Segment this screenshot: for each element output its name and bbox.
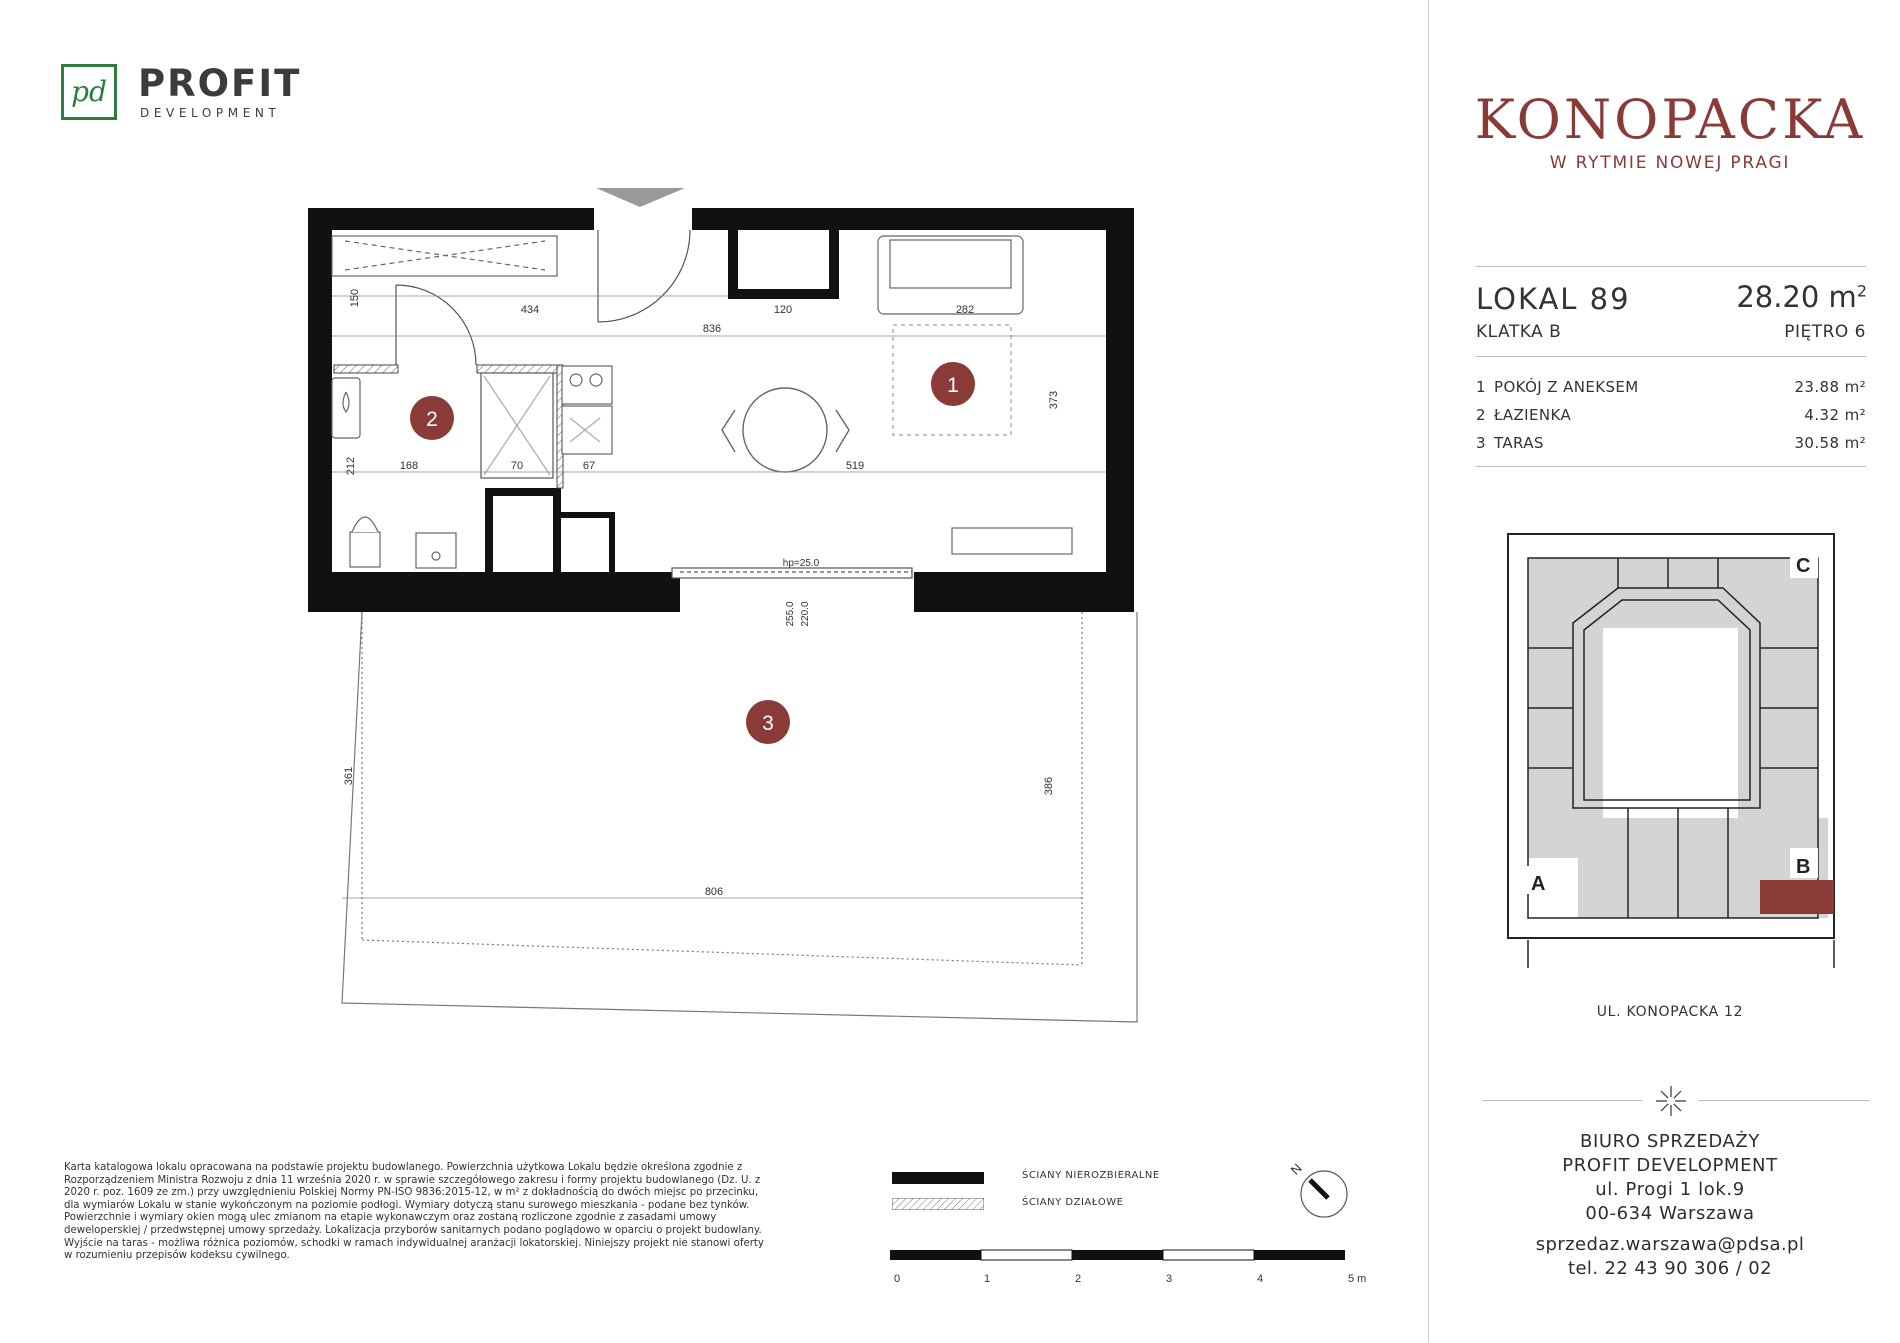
unit-floor: PIĘTRO 6 xyxy=(1784,322,1866,342)
dim-212: 212 xyxy=(345,456,357,476)
dim-373: 373 xyxy=(1048,390,1060,410)
dim-220: 220.0 xyxy=(800,601,811,627)
divider xyxy=(1476,266,1866,267)
ornament-line-left xyxy=(1482,1100,1642,1101)
legend-label-partition: ŚCIANY DZIAŁOWE xyxy=(1022,1197,1124,1208)
dim-836: 836 xyxy=(702,323,722,335)
site-label-c: C xyxy=(1796,555,1811,577)
dim-hp: hp=25.0 xyxy=(782,558,820,569)
room-row: 3 TARAS 30.58 m² xyxy=(1476,434,1866,452)
legend-label-nonremovable: ŚCIANY NIEROZBIERALNE xyxy=(1022,1170,1160,1181)
compass-north-label: N xyxy=(1287,1160,1305,1178)
room-marker-3 xyxy=(746,700,790,744)
room-marker-2 xyxy=(410,396,454,440)
office-line-2: PROFIT DEVELOPMENT xyxy=(1562,1155,1778,1176)
scale-tick-0: 0 xyxy=(894,1273,901,1285)
door-swings xyxy=(396,230,690,365)
project-title: KONOPACKA xyxy=(1474,88,1866,151)
floor-plan xyxy=(300,180,1160,1050)
dim-168: 168 xyxy=(399,460,419,472)
terrace-window xyxy=(672,568,912,578)
dim-67: 67 xyxy=(582,460,596,472)
developer-logo-mark xyxy=(61,64,117,120)
kitchen-counter xyxy=(332,236,557,276)
panel-divider xyxy=(1428,0,1429,1343)
dim-70: 70 xyxy=(510,460,524,472)
office-contact xyxy=(1470,1233,1870,1281)
ornament-line-right xyxy=(1698,1100,1870,1101)
divider xyxy=(1476,466,1866,467)
site-label-b: B xyxy=(1796,856,1811,878)
divider xyxy=(1476,356,1866,357)
kitchen-appliances xyxy=(562,366,612,454)
unit-highlight xyxy=(1760,880,1834,914)
sales-office xyxy=(1470,1130,1870,1226)
office-address: ul. Progi 1 lok.9 xyxy=(1595,1179,1745,1200)
dim-386: 386 xyxy=(1043,776,1055,796)
legal-note: Karta katalogowa lokalu opracowana na podstawie projektu budowlanego. Powierzchnia użytkowa Lokalu będzie określona zgodnie z Rozporządzeniem Ministra Rozwoju z dnia 11 września 2020 r. w sprawie szczegółowego zakresu i formy projektu budowlanego (Dz. U. z 2020 r. poz. 1609 ze zm.) przy uwzględnieniu Polskiej Normy PN-ISO 9836:2015-12, w m² z dokładnością do dwóch miejsc po przecinku, dla wymiarów Lokalu w stanie wykończonym na poziomie podłogi. Wymiary dotyczą stanu surowego mieszkania - podane bez tynków. Powierzchnie i wymiary okien mogą ulec zmianom na etapie wykonawczym oraz zostaną rozliczone zgodnie z zasadami umowy deweloperskiej / przedwstępnej umowy sprzedaży. Lokalizacja przyborów sanitarnych podano poglądowo w oparciu o projekt budowlany. Wyjście na taras - możliwa różnica poziomów, schodki w ramach indywidualnej aranżacji lokatorskiej. Niniejszy projekt nie stanowi oferty w rozumieniu przepisów kodeksu cywilnego. xyxy=(64,1162,764,1262)
dim-150: 150 xyxy=(349,288,361,308)
street-caption: UL. KONOPACKA 12 xyxy=(1596,1004,1744,1020)
dim-255: 255.0 xyxy=(785,601,796,627)
sparkle-icon xyxy=(1654,1084,1688,1118)
dim-120: 120 xyxy=(773,304,793,316)
svg-text:2: 2 xyxy=(426,408,438,431)
tv-cabinet xyxy=(952,528,1072,554)
site-plan xyxy=(1498,528,1844,988)
scale-tick-5: 5 m xyxy=(1348,1273,1367,1285)
project-subtitle: W RYTMIE NOWEJ PRAGI xyxy=(1549,153,1791,173)
sofa xyxy=(878,236,1023,314)
entrance-marker xyxy=(596,188,685,207)
site-label-a: A xyxy=(1531,873,1546,895)
brand-name: PROFIT xyxy=(138,62,302,105)
scale-tick-1: 1 xyxy=(984,1273,991,1285)
unit-area: 28.20 $m^2$ xyxy=(1736,280,1867,314)
office-phone[interactable]: tel. 22 43 90 306 / 02 xyxy=(1567,1258,1773,1279)
dim-434: 434 xyxy=(520,304,540,316)
svg-text:3: 3 xyxy=(762,712,774,735)
brand-subtitle: DEVELOPMENT xyxy=(140,106,281,120)
office-city: 00-634 Warszawa xyxy=(1585,1203,1755,1224)
unit-staircase: KLATKA B xyxy=(1476,322,1562,342)
scale-tick-3: 3 xyxy=(1166,1273,1173,1285)
office-email[interactable]: sprzedaz.warszawa@pdsa.pl xyxy=(1535,1234,1805,1255)
terrace-outline xyxy=(342,612,1137,1022)
dim-282: 282 xyxy=(955,304,975,316)
office-line-1: BIURO SPRZEDAŻY xyxy=(1580,1131,1760,1152)
scale-tick-4: 4 xyxy=(1257,1273,1264,1285)
room-row: 2 ŁAZIENKA 4.32 m² xyxy=(1476,406,1866,424)
dim-519: 519 xyxy=(845,460,865,472)
svg-text:1: 1 xyxy=(947,374,959,397)
room-row: 1 POKÓJ Z ANEKSEM 23.88 m² xyxy=(1476,378,1866,396)
room-marker-1 xyxy=(931,362,975,406)
dim-806: 806 xyxy=(704,886,724,898)
logo-mark-text: pd xyxy=(71,75,107,108)
compass xyxy=(1282,1158,1352,1220)
scale-tick-2: 2 xyxy=(1075,1273,1082,1285)
unit-number: LOKAL 89 xyxy=(1476,282,1631,316)
legend-swatch-partition xyxy=(892,1198,984,1210)
scale-bar xyxy=(888,1248,1378,1288)
legend-swatch-nonremovable xyxy=(892,1172,984,1184)
dining-table xyxy=(722,388,849,472)
dim-361: 361 xyxy=(343,766,355,786)
